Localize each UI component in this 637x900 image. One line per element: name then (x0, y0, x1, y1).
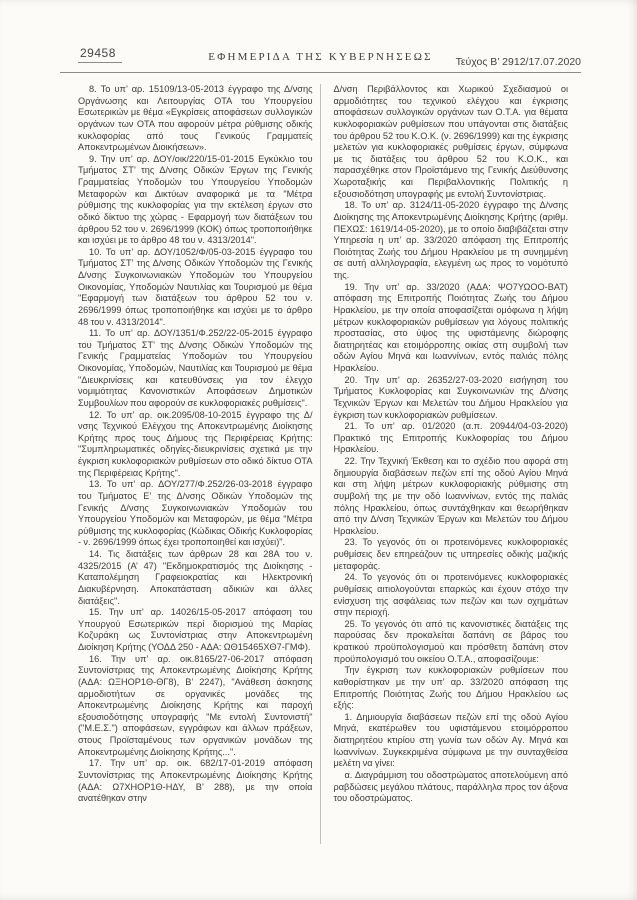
paragraph-item-16: 16. Την υπ’ αρ. οικ.8165/27-06-2017 απόφαση Συντονίστριας της Αποκεντρωμένης Διοίκησης Κρήτης (ΑΔΑ: ΩΞΗΟΡ1Θ-ΘΓ8), Β’ 2247), "Ανάθεση άσκησης αρμοδιοτήτων σε οργανικές μονάδες της Αποκεντρωμένης Διοίκησης Κρήτης και παροχή εξουσιοδότησης υπογραφής "Με εντολή Συντονιστή" ("Μ.Ε.Σ.") αποφάσεων, εγγράφων και άλλων πράξεων, στους Προϊσταμένους των οργανικών μονάδων της Αποκεντρωμένης Διοίκησης Κρήτης...". (78, 653, 313, 757)
gazette-title: ΕΦΗΜΕΡΙΔΑ ΤΗΣ ΚΥΒΕΡΝΗΣΕΩΣ (208, 51, 433, 63)
paragraph-item-17-continuation: Δ/νση Περιβάλλοντος και Χωρικού Σχεδιασμού οι αρμοδιότητες του τεχνικού ελέγχου και έγκρισης αποφάσεων συλλογικών οργάνων των Ο.Τ.Α. για θέματα κυκλοφοριακών ρυθμίσεων που υπάγονται στις διατάξεις του άρθρου 52 του Κ.Ο.Κ. (ν. 2696/1999) και της έγκρισης μελετών για κυκλοφοριακές ρυθμίσεις έργων, σύμφωνα με τις διατάξεις του άρθρου 52 του Κ.Ο.Κ., και παρασχέθηκε στον Προϊστάμενο της Γενικής Διεύθυνσης Χωροταξικής και Περιβαλλοντικής Πολιτικής η εξουσιοδότηση υπογραφής με εντολή Συντονίστριας. (333, 84, 568, 199)
paragraph-item-9: 9. Την υπ’ αρ. ΔΟΥ/οικ/220/15-01-2015 Εγκύκλιο του Τμήματος ΣΤ’ της Δ/νσης Οδικών Έργων της Γενικής Γραμματείας Υποδομών του Υπουργείου Υποδομών Μεταφορών και Δικτύων αναφορικά με τα "Μέτρα ρύθμισης της κυκλοφορίας για την εκτέλεση έργων στο οδικό δίκτυο της χώρας - Εφαρμογή των διατάξεων του άρθρου 52 του ν. 2696/1999 (ΚΟΚ) όπως τροποποιήθηκε και ισχύει με το άρθρο 48 του ν. 4313/2014". (78, 153, 313, 246)
paragraph-item-25: 25. Το γεγονός ότι από τις κανονιστικές διατάξεις της παρούσας δεν προκαλείται δαπάνη σε βάρος του κρατικού προϋπολογισμού και πρόσθετη δαπάνη στον προϋπολογισμό του οικείου Ο.Τ.Α., αποφασίζουμε: (333, 618, 568, 664)
paragraph-item-21: 21. Το υπ’ αρ. 01/2020 (α.π. 20944/04-03-2020) Πρακτικό της Επιτροπής Κυκλοφορίας του Δήμου Ηρακλείου. (333, 421, 568, 455)
paragraph-item-15: 15. Την υπ’ αρ. 14026/15-05-2017 απόφαση του Υπουργού Εσωτερικών περί διορισμού της Μαρίας Κοζυράκη ως Συντονίστριας στην Αποκεντρωμένη Διοίκηση Κρήτης (ΥΟΔΔ 250 - ΑΔΑ: ΩΘ15465ΧΘ7-ΓΜΦ). (78, 607, 313, 652)
paragraph-regulation-1a: α. Διαγράμμιση του οδοστρώματος αποτελούμενη από ραβδώσεις μεγάλου πλάτους, παράλληλα προς τον άξονα του οδοστρώματος. (333, 769, 568, 804)
paragraph-item-19: 19. Την υπ’ αρ. 33/2020 (ΑΔΑ: ΨΟ7ΥΩΟΟ-ΒΑΤ) απόφαση της Επιτροπής Ποιότητας Ζωής του Δήμου Ηρακλείου, με την οποία αποφασίζεται ομόφωνα η λήψη μέτρων κυκλοφοριακών ρυθμίσεων για λόγους πολιτικής προστασίας, στο ύψος της υφιστάμενης διώροφης διατηρητέας και ετοιμόρροπης οικίας στη συμβολή των οδών Αγίου Μηνά και Ιωαννίνων, εντός παλιάς πόλης Ηρακλείου. (333, 281, 568, 373)
page-number: 29458 (78, 46, 122, 63)
paragraph-item-13: 13. Το υπ’ αρ. ΔΟΥ/277/Φ.252/26-03-2018 έγγραφο του Τμήματος Ε’ της Δ/νσης Οδικών Υποδομών της Γενικής Δ/νσης Συγκοινωνιακών Υποδομών του Υπουργείου Υποδομών και Μεταφορών, με θέμα "Μέτρα ρύθμισης της κυκλοφορίας (Κώδικας Οδικής Κυκλοφορίας - ν. 2696/1999 όπως έχει τροποποιηθεί και ισχύει)". (78, 479, 313, 548)
paragraph-item-8: 8. Το υπ’ αρ. 15109/13-05-2013 έγγραφο της Δ/νσης Οργάνωσης και Λειτουργίας ΟΤΑ του Υπουργείου Εσωτερικών με θέμα «Εγκρίσεις αποφάσεων συλλογικών οργάνων των ΟΤΑ που αφορούν μέτρα ρύθμισης οδικής κυκλοφορίας από τους Γενικούς Γραμματείς Αποκεντρωμένων Διοικήσεων». (78, 84, 313, 153)
paragraph-item-10: 10. Το υπ’ αρ. ΔΟΥ/1052/Φ/05-03-2015 έγγραφο του Τμήματος ΣΤ’ της Δ/νσης Οδικών Υποδομών της Γενικής Δ/νσης Συγκοινωνιακών Υποδομών του Υπουργείου Οικονομίας, Υποδομών Ναυτιλίας και Τουρισμού με θέμα "Εφαρμογή των διατάξεων του άρθρου 52 του ν. 2696/1999 όπως τροποποιήθηκε και ισχύει με το άρθρο 48 του ν. 4313/2014". (78, 246, 313, 327)
left-column (78, 84, 320, 844)
paragraph-item-24: 24. Το γεγονός ότι οι προτεινόμενες κυκλοφοριακές ρυθμίσεις αιτιολογούνται επαρκώς και έχουν στόχο την ενίσχυση της ασφάλειας των πεζών και των οχημάτων στην περιοχή. (333, 572, 568, 618)
right-column (320, 84, 569, 844)
paragraph-decision-intro: Την έγκριση των κυκλοφοριακών ρυθμίσεων που καθορίστηκαν με την υπ’ αρ. 33/2020 απόφαση της Επιτροπής Ποιότητας Ζωής του Δήμου Ηρακλείου ως εξής: (333, 665, 568, 711)
paragraph-item-17: 17. Την υπ’ αρ. οικ. 682/17-01-2019 απόφαση Συντονίστριας της Αποκεντρωμένης Διοίκησης Κρήτης (ΑΔΑ: Ω7ΧΗΟΡ1Θ-ΗΔΥ, Β’ 288), με την οποία ανατέθηκαν στην (78, 758, 313, 804)
masthead (60, 42, 581, 73)
paragraph-item-18: 18. Το υπ’ αρ. 3124/11-05-2020 έγγραφο της Δ/νσης Διοίκησης της Αποκεντρωμένης Διοίκησης Κρήτης (αριθμ. ΠΕΧΩΣ: 1619/14-05-2020), με το οποίο διαβιβάζεται στην Υπηρεσία η υπ’ αρ. 33/2020 απόφαση της Επιτροπής Ποιότητας Ζωής του Δήμου Ηρακλείου με τη συνημμένη σε αυτή αλληλογραφία, ελεγμένη ως προς το νομότυπό της. (333, 200, 568, 280)
paragraph-item-20: 20. Την υπ’ αρ. 26352/27-03-2020 εισήγηση του Τμήματος Κυκλοφορίας και Συγκοινωνιών της Δ/νσης Τεχνικών Έργων και Μελετών του Δήμου Ηρακλείου για έγκριση των κυκλοφοριακών ρυθμίσεων. (333, 374, 568, 420)
issue-info: Τεύχος Β’ 2912/17.07.2020 (455, 56, 581, 68)
paragraph-item-12: 12. Το υπ’ αρ. οικ.2095/08-10-2015 έγγραφο της Δ/νσης Τεχνικού Ελέγχου της Αποκεντρωμένης Διοίκησης Κρήτης προς τους Δήμους της Περιφέρειας Κρήτης: "Συμπληρωματικές οδηγίες-διευκρινίσεις σχετικά με την έγκριση κυκλοφοριακών ρυθμίσεων στο οδικό δίκτυο ΟΤΑ της Περιφέρειας Κρήτης". (78, 409, 313, 478)
paragraph-regulation-1: 1. Δημιουργία διαβάσεων πεζών επί της οδού Αγίου Μηνά, εκατέρωθεν του υφιστάμενου ετοιμόρροπου διατηρητέου κτιρίου στη γωνία των οδών Αγ. Μηνά και Ιωαννίνων. Συγκεκριμένα σύμφωνα με την συνταχθείσα μελέτη να γίνει: (333, 711, 568, 769)
paragraph-item-14: 14. Τις διατάξεις των άρθρων 28 και 28Α του ν. 4325/2015 (Α’ 47) "Εκδημοκρατισμός της Διοίκησης - Καταπολέμηση Γραφειοκρατίας και Ηλεκτρονική Διακυβέρνηση. Αποκατάσταση αδικιών και άλλες διατάξεις". (78, 549, 313, 606)
text-columns (78, 84, 568, 844)
paragraph-item-23: 23. Το γεγονός ότι οι προτεινόμενες κυκλοφοριακές ρυθμίσεις δεν επηρεάζουν τις υπηρεσίες οδικής μαζικής μεταφοράς. (333, 537, 568, 571)
paragraph-item-22: 22. Την Τεχνική Έκθεση και το σχέδιο που αφορά στη δημιουργία διαβάσεων πεζών επί της οδού Αγίου Μηνά και στη λήψη μέτρων κυκλοφοριακής ρύθμισης στη συμβολή της με την οδό Ιωαννίνων, εντός της παλιάς πόλης Ηρακλείου, όπως συντάχθηκαν και θεωρήθηκαν από την Δ/νση Τεχνικών Έργων και Μελετών του Δήμου Ηρακλείου. (333, 456, 568, 536)
paragraph-item-11: 11. Το υπ’ αρ. ΔΟΥ/1351/Φ.252/22-05-2015 έγγραφο του Τμήματος ΣΤ’ της Δ/νσης Οδικών Υποδομών της Γενικής Γραμματείας Υποδομών του Υπουργείου Οικονομίας, Υποδομών, Ναυτιλίας και Τουρισμού με θέμα "Διευκρινίσεις και κατευθύνσεις για τον έλεγχο νομιμότητας Κανονιστικών Αποφάσεων Δημοτικών Συμβουλίων που αφορούν σε κυκλοφοριακές ρυθμίσεις". (78, 328, 313, 408)
